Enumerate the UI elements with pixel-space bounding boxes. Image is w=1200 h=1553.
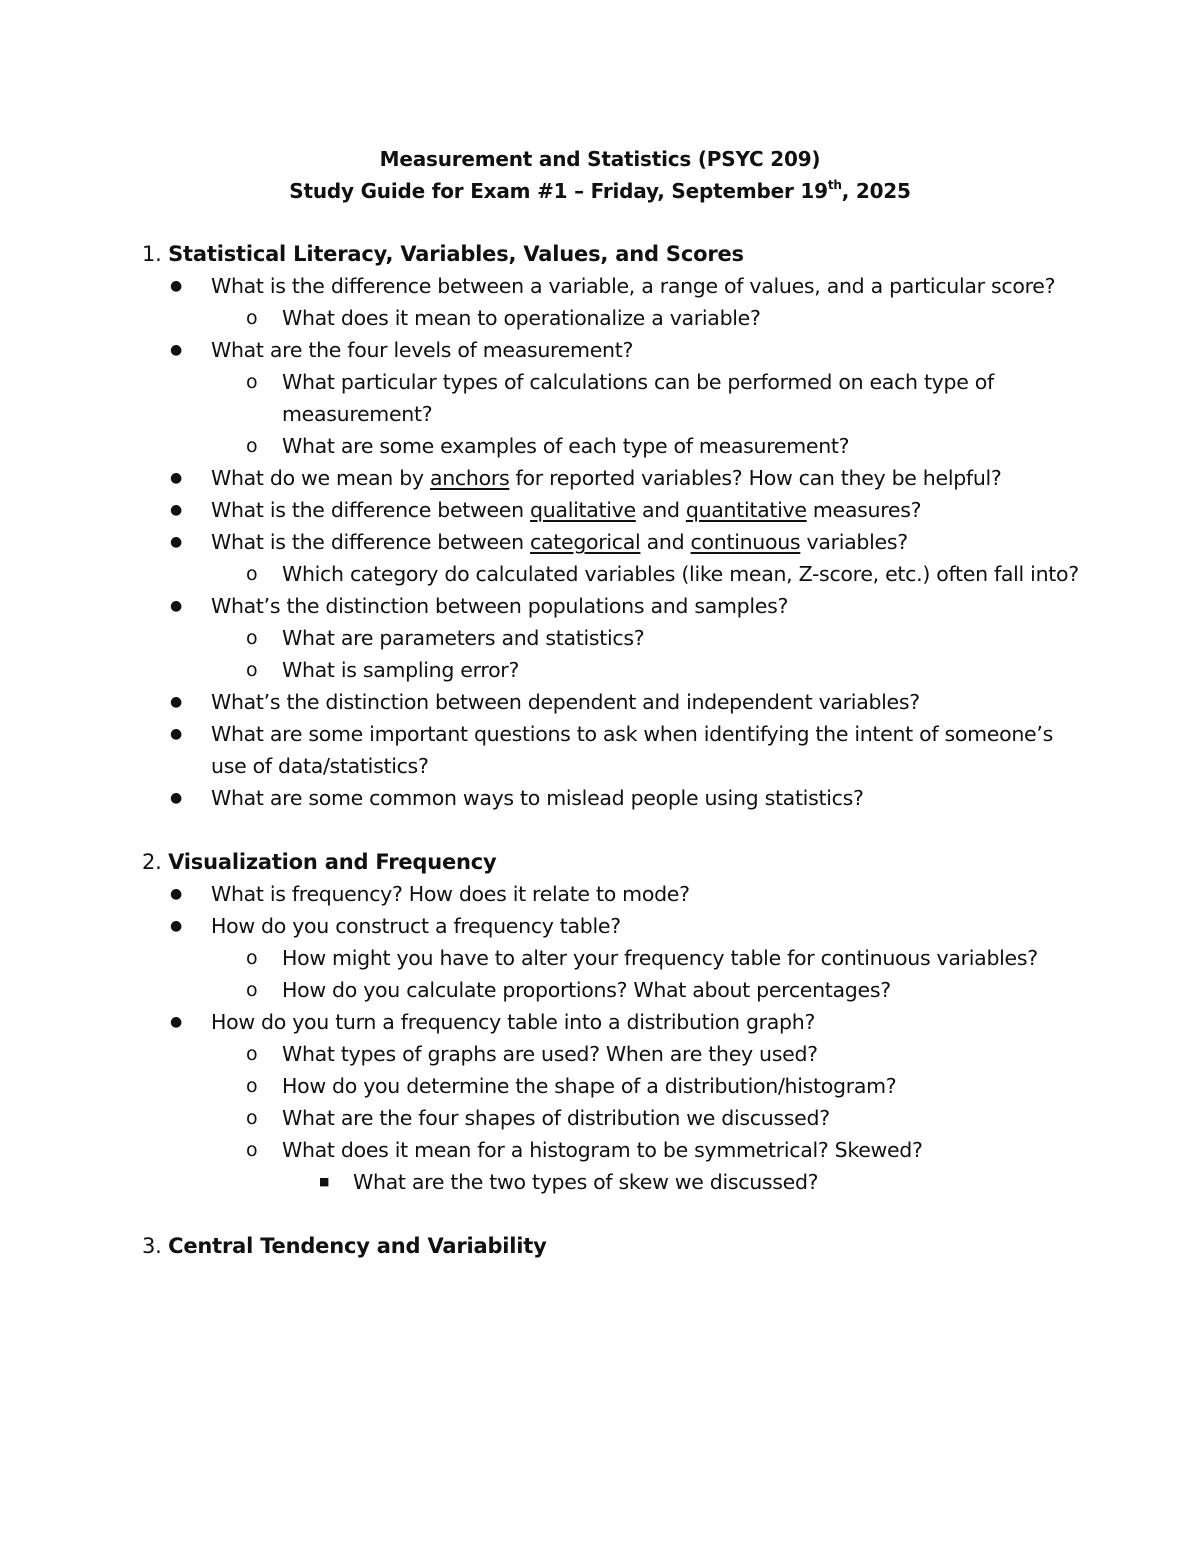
list-item xyxy=(142,910,1092,942)
section-heading-3 xyxy=(142,1230,1092,1262)
question-text: What is the difference between xyxy=(211,498,531,522)
underlined-term: quantitative xyxy=(685,498,807,522)
list-item xyxy=(142,526,1092,558)
subtitle-text: Study Guide for Exam #1 – Friday, September 19 xyxy=(289,179,828,203)
question-text: What is the difference between xyxy=(211,530,531,554)
question-text: What particular types of calculations can be performed on each type of measurement? xyxy=(282,370,994,426)
bullet-icon: ● xyxy=(170,1014,182,1030)
circle-bullet-icon: o xyxy=(246,307,258,329)
question-text: How do you construct a frequency table? xyxy=(211,914,621,938)
section-number: 1. xyxy=(142,242,162,266)
bullet-icon: ● xyxy=(170,790,182,806)
list-item xyxy=(142,366,1092,430)
subtitle-year: , 2025 xyxy=(841,179,911,203)
circle-bullet-icon: o xyxy=(246,435,258,457)
circle-bullet-icon: o xyxy=(246,563,258,585)
question-text: Which category do calculated variables (like mean, Z-score, etc.) often fall into? xyxy=(282,562,1079,586)
document-header xyxy=(0,143,1200,207)
bullet-icon: ● xyxy=(170,278,182,294)
question-text: How do you determine the shape of a distribution/histogram? xyxy=(282,1074,897,1098)
question-text: and xyxy=(635,498,686,522)
bullet-icon: ● xyxy=(170,726,182,742)
section-spacer xyxy=(142,1198,1092,1230)
list-item xyxy=(142,718,1092,782)
section-title: Central Tendency and Variability xyxy=(168,1234,547,1258)
question-text: What’s the distinction between populations and samples? xyxy=(211,594,789,618)
subtitle-superscript: th xyxy=(827,178,842,192)
list-item xyxy=(142,686,1092,718)
question-text: What is sampling error? xyxy=(282,658,520,682)
question-text: What are parameters and statistics? xyxy=(282,626,645,650)
underlined-term: continuous xyxy=(690,530,801,554)
section-title: Visualization and Frequency xyxy=(168,850,497,874)
bullet-icon: ● xyxy=(170,470,182,486)
question-text: variables? xyxy=(800,530,908,554)
list-item xyxy=(142,430,1092,462)
bullet-icon: ● xyxy=(170,918,182,934)
list-item xyxy=(142,654,1092,686)
list-item xyxy=(142,558,1092,590)
circle-bullet-icon: o xyxy=(246,1043,258,1065)
list-item xyxy=(142,1006,1092,1038)
section-2-list xyxy=(142,878,1092,1198)
list-item xyxy=(142,270,1092,302)
question-text: measures? xyxy=(806,498,922,522)
list-item xyxy=(142,974,1092,1006)
question-text: How might you have to alter your frequency table for continuous variables? xyxy=(282,946,1038,970)
section-number: 3. xyxy=(142,1234,162,1258)
question-text: What is the difference between a variable, a range of values, and a particular score? xyxy=(211,274,1056,298)
circle-bullet-icon: o xyxy=(246,979,258,1001)
circle-bullet-icon: o xyxy=(246,371,258,393)
bullet-icon: ● xyxy=(170,886,182,902)
section-number: 2. xyxy=(142,850,162,874)
circle-bullet-icon: o xyxy=(246,1107,258,1129)
underlined-term: categorical xyxy=(530,530,641,554)
section-heading-1 xyxy=(142,238,1092,270)
section-heading-2 xyxy=(142,846,1092,878)
question-text: What types of graphs are used? When are they used? xyxy=(282,1042,818,1066)
question-text: What does it mean for a histogram to be symmetrical? Skewed? xyxy=(282,1138,923,1162)
question-text: What is frequency? How does it relate to mode? xyxy=(211,882,690,906)
list-item xyxy=(142,1070,1092,1102)
list-item xyxy=(142,1038,1092,1070)
list-item xyxy=(142,462,1092,494)
question-text: How do you calculate proportions? What about percentages? xyxy=(282,978,891,1002)
circle-bullet-icon: o xyxy=(246,659,258,681)
list-item xyxy=(142,942,1092,974)
circle-bullet-icon: o xyxy=(246,1075,258,1097)
question-text: What does it mean to operationalize a variable? xyxy=(282,306,761,330)
bullet-icon: ● xyxy=(170,534,182,550)
underlined-term: anchors xyxy=(429,466,510,490)
list-item xyxy=(142,494,1092,526)
document-subtitle xyxy=(0,175,1200,207)
bullet-icon: ● xyxy=(170,342,182,358)
question-text: What are some examples of each type of measurement? xyxy=(282,434,850,458)
question-text: for reported variables? How can they be helpful? xyxy=(509,466,1002,490)
list-item xyxy=(142,590,1092,622)
circle-bullet-icon: o xyxy=(246,947,258,969)
study-guide-body xyxy=(142,238,1092,1262)
circle-bullet-icon: o xyxy=(246,627,258,649)
question-text: What do we mean by xyxy=(211,466,430,490)
list-item xyxy=(142,302,1092,334)
bullet-icon: ● xyxy=(170,598,182,614)
question-text: What are some common ways to mislead people using statistics? xyxy=(211,786,864,810)
question-text: and xyxy=(640,530,691,554)
section-title: Statistical Literacy, Variables, Values, and Scores xyxy=(168,242,744,266)
question-text: What are the four levels of measurement? xyxy=(211,338,634,362)
section-spacer xyxy=(142,814,1092,846)
section-1-list xyxy=(142,270,1092,814)
list-item xyxy=(142,334,1092,366)
bullet-icon: ● xyxy=(170,694,182,710)
question-text: What are the two types of skew we discussed? xyxy=(353,1170,819,1194)
list-item xyxy=(142,1166,1092,1198)
question-text: What are the four shapes of distribution we discussed? xyxy=(282,1106,830,1130)
list-item xyxy=(142,1134,1092,1166)
square-bullet-icon: ■ xyxy=(319,1175,330,1188)
document-title: Measurement and Statistics (PSYC 209) xyxy=(379,147,821,171)
question-text: What’s the distinction between dependent and independent variables? xyxy=(211,690,920,714)
list-item xyxy=(142,622,1092,654)
bullet-icon: ● xyxy=(170,502,182,518)
question-text: How do you turn a frequency table into a distribution graph? xyxy=(211,1010,816,1034)
list-item xyxy=(142,782,1092,814)
circle-bullet-icon: o xyxy=(246,1139,258,1161)
underlined-term: qualitative xyxy=(530,498,636,522)
list-item xyxy=(142,1102,1092,1134)
list-item xyxy=(142,878,1092,910)
question-text: What are some important questions to ask when identifying the intent of someone’s use of data/statistics? xyxy=(211,722,1053,778)
